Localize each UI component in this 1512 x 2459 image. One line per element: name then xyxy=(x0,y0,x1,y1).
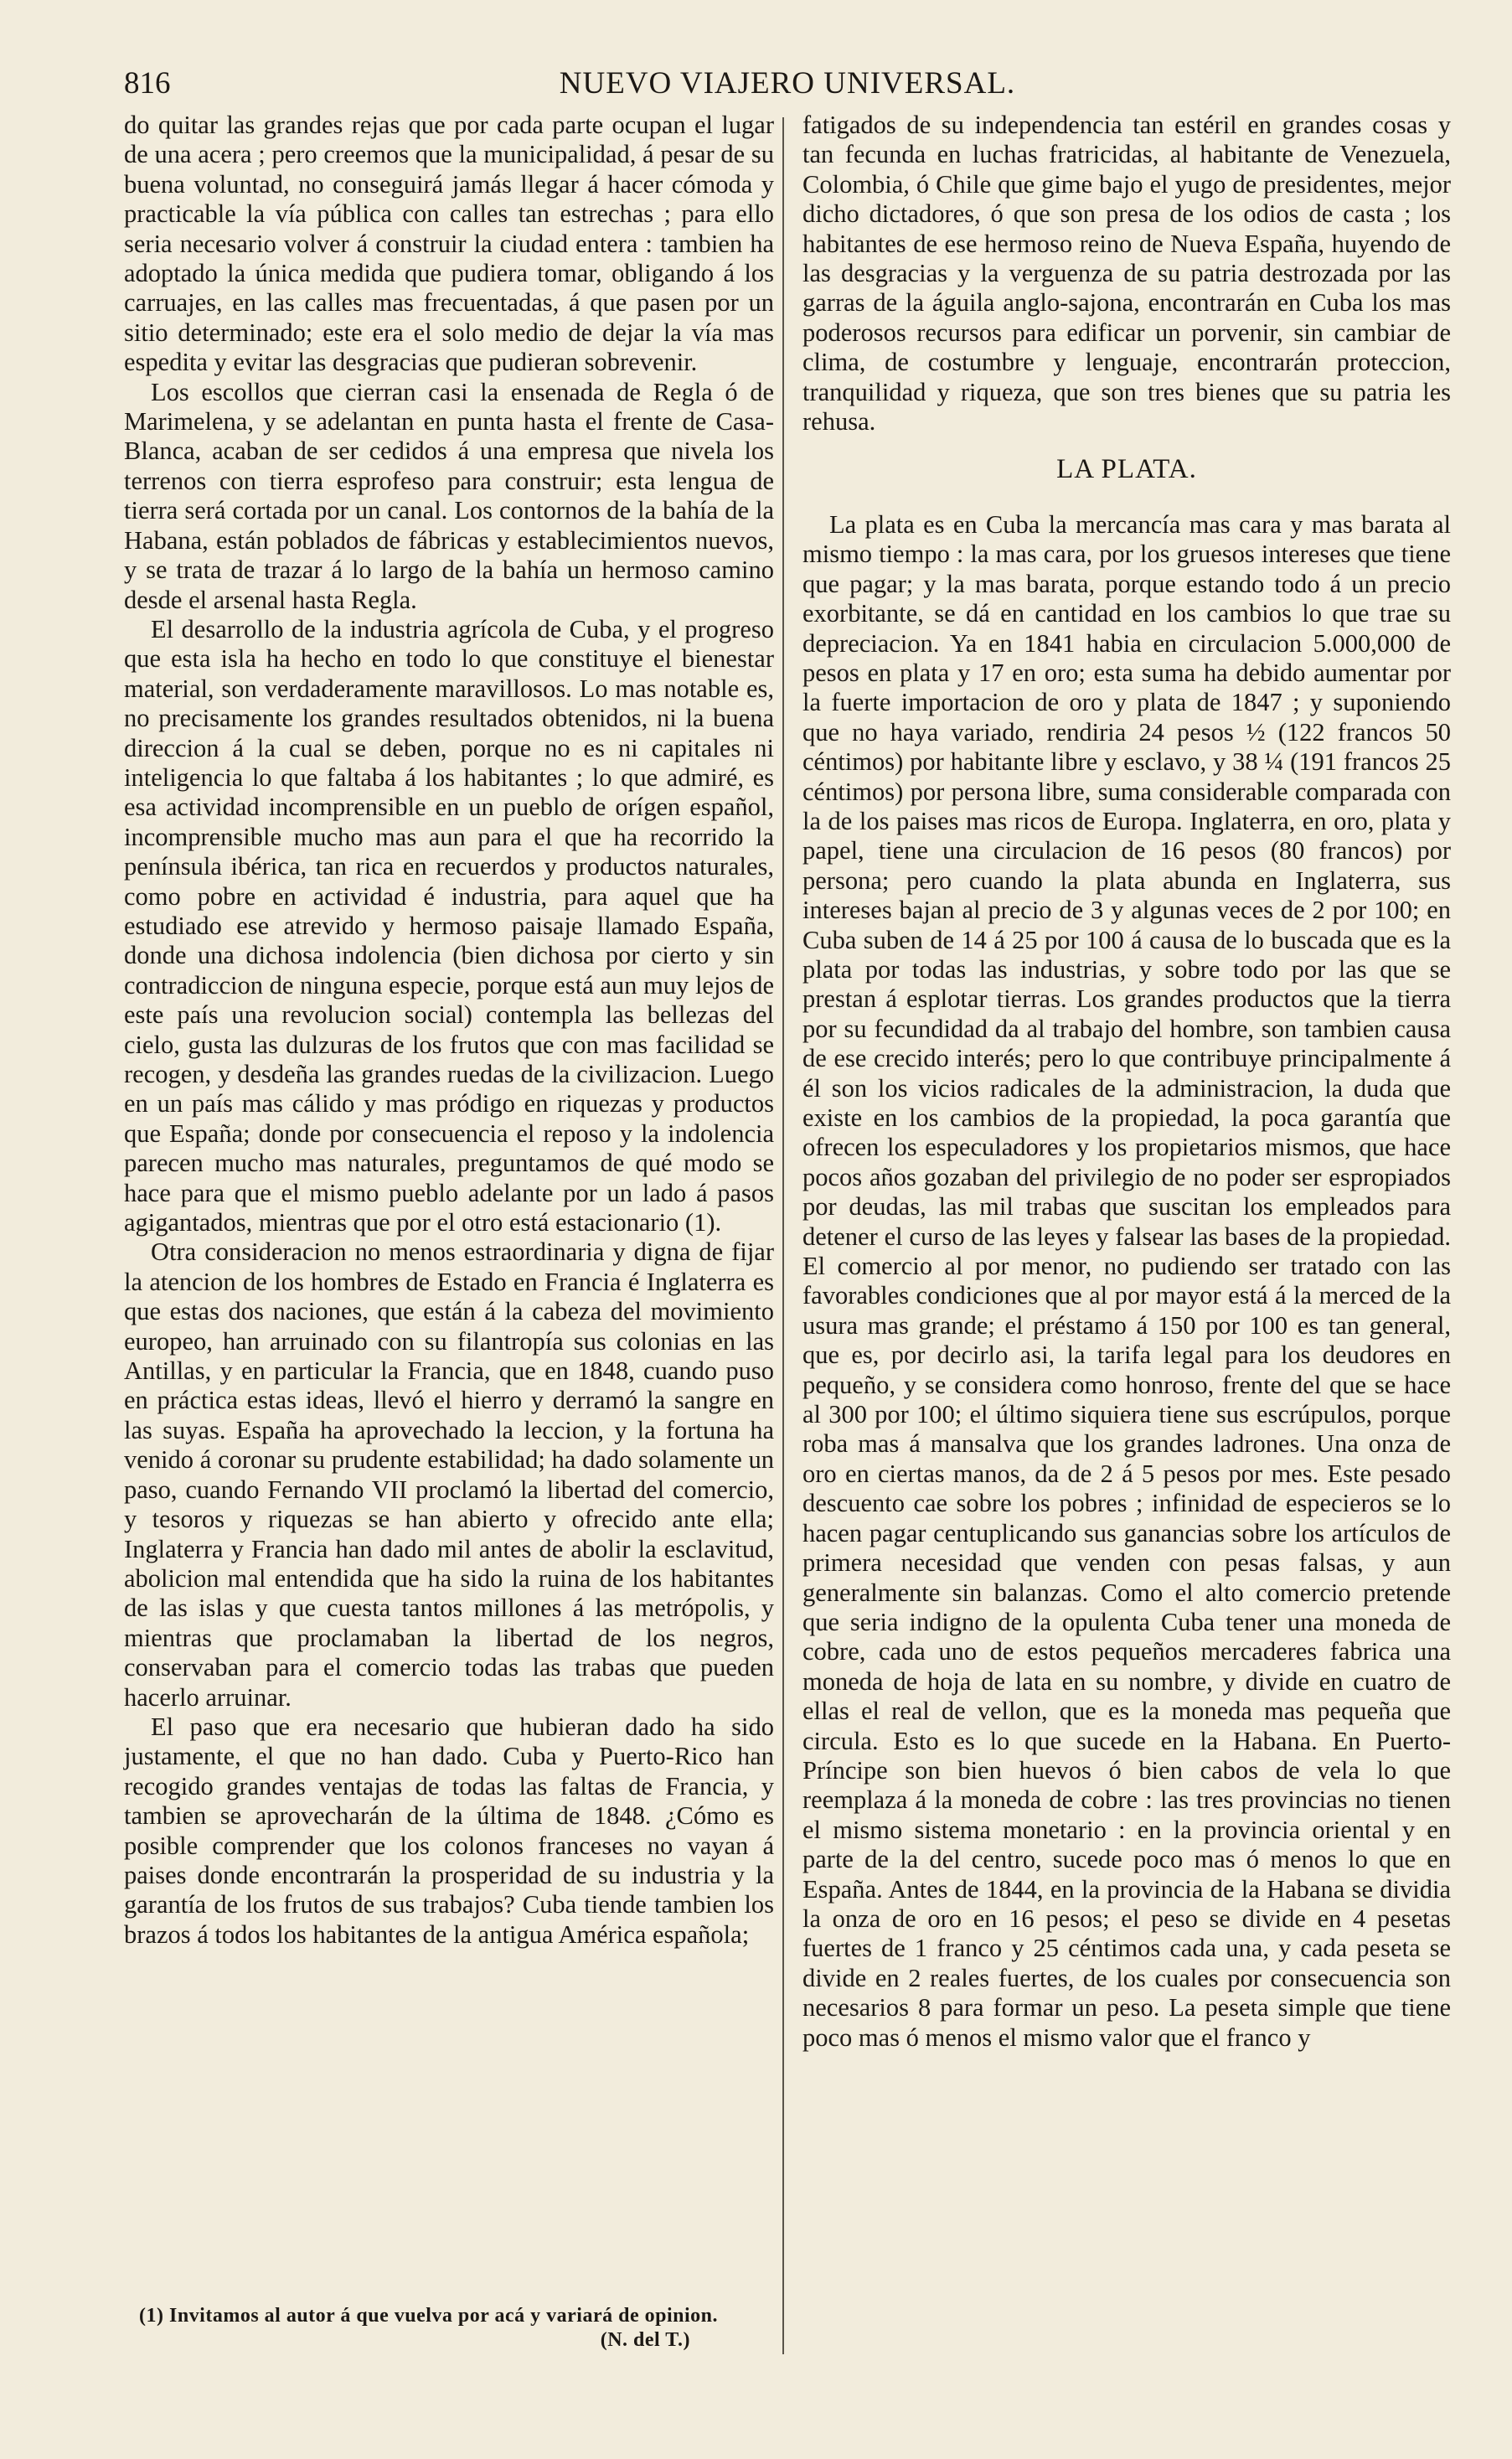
page-header xyxy=(124,65,1451,111)
left-paragraph-3: El desarrollo de la industria agrícola de Cuba, y el progreso que esta isla ha hecho en todo lo que constituye el bienestar material, son verdaderamente maravillosos. Lo mas notable es, no precisamente los grandes resultados obtenidos, ni la buena direccion á la cual se deben, porque no es ni capitales ni inteligencia lo que faltaba á los habitantes ; lo que admiré, es esa actividad incomprensible en un pueblo de orígen español, incomprensible mucho mas aun para el que ha recorrido la península ibérica, tan rica en recuerdos y productos naturales, como pobre en actividad é industria, para aquel que ha estudiado ese atrevido y hermoso paisaje llamado España, donde una dichosa indolencia (bien dichosa por cierto y sin contradiccion de ninguna especie, porque está aun muy lejos de este país una revolucion social) contempla las bellezas del cielo, gusta las dulzuras de los frutos que con mas facilidad se recogen, y desdeña las grandes ruedas de la civilizacion. Luego en un país mas cálido y mas pródigo en riquezas y productos que España; donde por consecuencia el reposo y la indolencia parecen mucho mas naturales, preguntamos de qué modo se hace para que el mismo pueblo adelante por un lado á pasos agigantados, mientras que por el otro está estacionario (1). xyxy=(124,614,774,1237)
left-paragraph-5: El paso que era necesario que hubieran dado ha sido justamente, el que no han dado. Cuba y Puerto-Rico han recogido grandes ventajas de todas las faltas de Francia, y tambien se aprovecharán de la última de 1848. ¿Cómo es posible comprender que los colonos franceses no vayan á paises donde encontrarán la prosperidad de su industria y la garantía de los frutos de sus trabajos? Cuba tiende tambien los brazos á todos los habitantes de la antigua América española; xyxy=(124,1712,774,1949)
footnote xyxy=(139,2304,774,2353)
left-paragraph-1: do quitar las grandes rejas que por cada parte ocupan el lugar de una acera ; pero creemos que la municipalidad, á pesar de su buena voluntad, no conseguirá jamás llegar á hacer cómoda y practicable la vía pública con calles tan estrechas ; para ello seria necesario volver á construir la ciudad entera : tambien ha adoptado la única medida que pudiera tomar, obligando á los carruajes, en las calles mas frecuentadas, á que pasen por un sitio determinado; este era el solo medio de dejar la vía mas espedita y evitar las desgracias que pudieran sobrevenir. xyxy=(124,111,774,377)
right-paragraph-1: fatigados de su independencia tan estéril en grandes cosas y tan fecunda en luchas fratricidas, al habitante de Venezuela, Colombia, ó Chile que gime bajo el yugo de presidentes, mejor dicho dictadores, ó que son presa de los odios de casta ; los habitantes de ese hermoso reino de Nueva España, huyendo de las desgracias y la verguenza de su patria destrozada por las garras de la águila anglo-sajona, encontrarán en Cuba los mas poderosos recursos para edificar un porvenir, sin cambiar de clima, de costumbre y lenguaje, encontrarán proteccion, tranquilidad y riqueza, que son tres bienes que su patria les rehusa. xyxy=(802,111,1451,437)
right-column xyxy=(802,111,1451,2053)
left-paragraph-2: Los escollos que cierran casi la ensenada de Regla ó de Marimelena, y se adelantan en punta hasta el frente de Casa-Blanca, acaban de ser cedidos á una empresa que nivela los terrenos con tierra esprofeso para construir; esta lengua de tierra será cortada por un canal. Los contornos de la bahía de la Habana, están poblados de fábricas y establecimientos nuevos, y se trata de trazar á lo largo de la bahía un hermoso camino desde el arsenal hasta Regla. xyxy=(124,377,774,614)
column-divider xyxy=(782,117,784,2354)
footnote-text: (1) Invitamos al autor á que vuelva por acá y variará de opinion. xyxy=(139,2305,718,2327)
page-number: 816 xyxy=(124,66,171,101)
right-paragraph-2: La plata es en Cuba la mercancía mas cara y mas barata al mismo tiempo : la mas cara, por los gruesos intereses que tiene que pagar; y la mas barata, porque estando todo á un precio exorbitante, se dá en cantidad en los cambios lo que trae su depreciacion. Ya en 1841 habia en circulacion 5.000,000 de pesos en plata y 17 en oro; esta suma ha debido aumentar por la fuerte importacion de oro y plata de 1847 ; y suponiendo que no haya variado, rendiria 24 pesos ½ (122 francos 50 céntimos) por habitante libre y esclavo, y 38 ¼ (191 francos 25 céntimos) por persona libre, suma considerable comparada con la de los paises mas ricos de Europa. Inglaterra, en oro, plata y papel, tiene una circulacion de 16 pesos (80 francos) por persona; pero cuando la plata abunda en Inglaterra, sus intereses bajan al precio de 3 y algunas veces de 2 por 100; en Cuba suben de 14 á 25 por 100 á causa de lo buscada que es la plata por todas las industrias, y sobre todo por las que se prestan á esplotar tierras. Los grandes productos que la tierra por su fecundidad da al trabajo del hombre, son tambien causa de ese crecido interés; pero lo que contribuye principalmente á él son los vicios radicales de la administracion, la duda que existe en los cambios de la propiedad, la poca garantía que ofrecen los especuladores y los propietarios mismos, que hace pocos años gozaban del privilegio de no poder ser espropiados por deudas, las mil trabas que suscitan los empleados para detener el curso de las leyes y falsear las bases de la propiedad. El comercio al por menor, no pudiendo ser tratado con las favorables condiciones que al por mayor está á la merced de la usura mas grande; el préstamo á 150 por 100 es tan general, que es, por decirlo asi, la tarifa legal para los deudores en pequeño, y se considera como honroso, frente del que se hace al 300 por 100; el último siquiera tiene sus escrúpulos, porque roba mas á mansalva que los grandes ladrones. Una onza de oro en ciertas manos, da de 2 á 5 pesos por mes. Este pesado descuento cae sobre los pobres ; infinidad de especieros se lo hacen pagar centuplicando sus ganancias sobre los artículos de primera necesidad que venden con pesas falsas, y aun generalmente sin balanzas. Como el alto comercio pretende que seria indigno de la opulenta Cuba tener una moneda de cobre, cada uno de estos pequeños mercaderes fabrica una moneda de hoja de lata en su nombre, y divide en cuatro de ellas el real de vellon, que es la moneda mas pequeña que circula. Esto es lo que sucede en la Habana. En Puerto-Príncipe son bien huevos ó bien cabos de vela lo que reemplaza á la moneda de cobre : las tres provincias no tienen el mismo sistema monetario : en la provincia oriental y en parte de la del centro, sucede poco mas ó menos lo que en España. Antes de 1844, en la provincia de la Habana se dividia la onza de oro en 16 pesos; el peso se divide en 4 pesetas fuertes de 1 franco y 25 céntimos cada una, y cada peseta se divide en 2 reales fuertes, de los cuales por consecuencia son necesarios 8 para formar un peso. La peseta simple que tiene poco mas ó menos el mismo valor que el franco y xyxy=(802,509,1451,2052)
running-title: NUEVO VIAJERO UNIVERSAL. xyxy=(559,66,1016,101)
footnote-credit: (N. del T.) xyxy=(600,2329,690,2351)
section-title-la-plata: LA PLATA. xyxy=(1056,454,1197,485)
left-column xyxy=(124,111,774,1950)
left-paragraph-4: Otra consideracion no menos estraordinaria y digna de fijar la atencion de los hombres de Estado en Francia é Inglaterra es que estas dos naciones, que están á la cabeza del movimiento europeo, han arruinado con su filantropía sus colonias en las Antillas, y en particular la Francia, que en 1848, cuando puso en práctica estas ideas, llevó el hierro y derramó la sangre en las suyas. España ha aprovechado la leccion, y la fortuna ha venido á coronar su prudente estabilidad; ha dado solamente un paso, cuando Fernando VII proclamó la libertad del comercio, y tesoros y riquezas se han abierto y ofrecido ante ella; Inglaterra y Francia han dado mil antes de abolir la esclavitud, abolicion mal entendida que ha sido la ruina de los habitantes de las islas y que cuesta tantos millones á las metrópolis, y mientras que proclamaban la libertad de los negros, conservaban para el comercio todas las trabas que pueden hacerlo arruinar. xyxy=(124,1237,774,1712)
